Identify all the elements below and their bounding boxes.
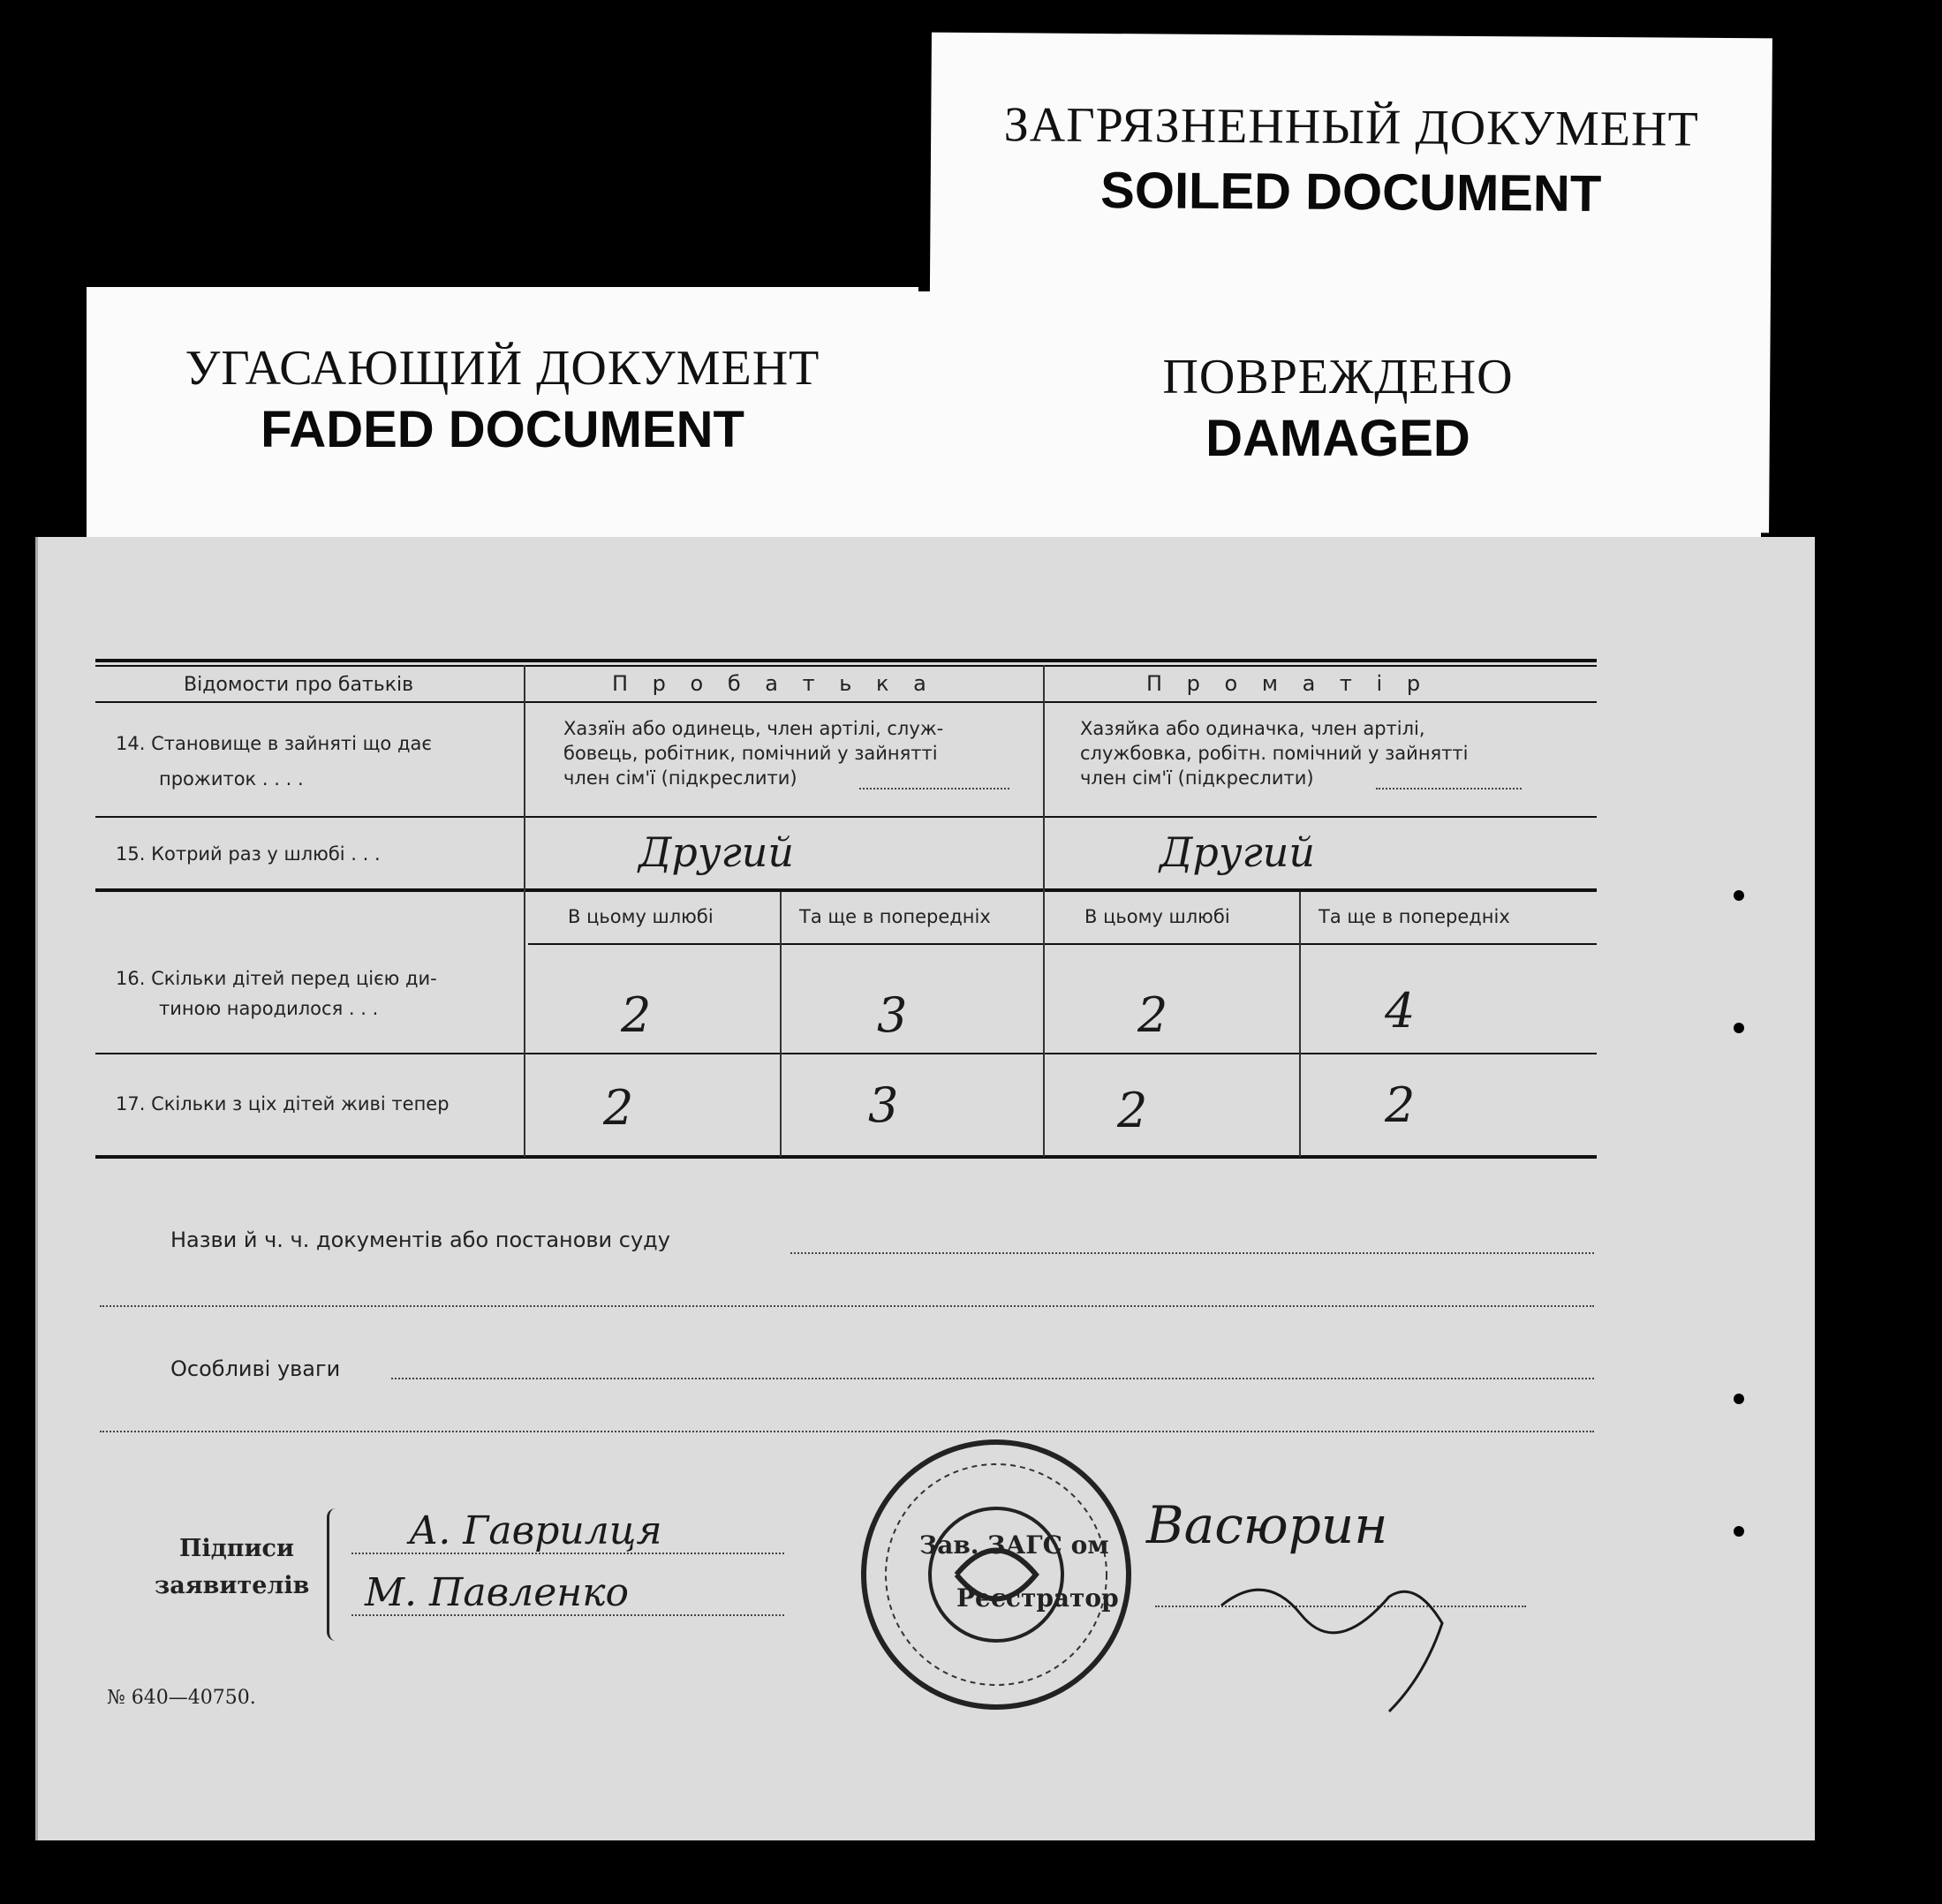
- row16-rule: [95, 1053, 1597, 1054]
- row14-rule: [95, 816, 1597, 818]
- sub-father-previous: Та ще в попередніх: [799, 906, 991, 927]
- row17-mother-this: 2: [1117, 1083, 1148, 1138]
- damaged-label-ru: ПОВРЕЖДЕНО: [1162, 350, 1514, 404]
- row15-label: 15. Котрий раз у шлюбі . . .: [116, 843, 381, 865]
- signature-line-2: [351, 1614, 784, 1616]
- registration-form-page: [35, 537, 1815, 1840]
- remarks-line-1: [391, 1378, 1594, 1379]
- row14-father-line3: член сім'ї (підкреслити): [563, 767, 797, 789]
- row14-father-line2: бовець, робітник, помічний у зайнятті: [563, 743, 938, 764]
- table-top-rule: [95, 659, 1597, 662]
- applicant-signature-1: А. Гаврилця: [409, 1508, 662, 1553]
- row16-mother-this: 2: [1137, 987, 1168, 1043]
- registrar-label: Реєстратор: [956, 1583, 1119, 1613]
- official-stamp: [850, 1429, 1142, 1720]
- signatures-label-line1: Підписи: [179, 1535, 295, 1562]
- header-mother: П р о м а т і р: [1146, 671, 1430, 696]
- row14-mother-dots: [1376, 788, 1522, 790]
- registrar-signature-scribble: [1213, 1544, 1495, 1720]
- header-rule: [95, 701, 1597, 703]
- row17-label: 17. Скільки з ціх дітей живі тепер: [116, 1093, 450, 1114]
- row14-mother-line3: член сім'ї (підкреслити): [1080, 767, 1314, 789]
- row16-mother-previous: 4: [1385, 983, 1416, 1039]
- row14-label-line2: прожиток . . . .: [159, 768, 304, 790]
- row14-father-dots: [859, 788, 1009, 790]
- soiled-label-en: SOILED DOCUMENT: [1099, 162, 1602, 223]
- signatures-brace: [327, 1508, 340, 1641]
- col-divider-left: [524, 665, 525, 1157]
- row16-father-previous: 3: [877, 987, 908, 1043]
- remarks-label: Особливі уваги: [170, 1356, 341, 1381]
- table-top-rule-thin: [95, 665, 1597, 667]
- documents-line-2: [100, 1305, 1594, 1307]
- row15-mother-value: Другий: [1160, 828, 1316, 876]
- form-number: № 640—40750.: [107, 1687, 256, 1709]
- row15-father-value: Другий: [639, 828, 795, 876]
- sub-father-this-marriage: В цьому шлюбі: [568, 906, 714, 927]
- faded-document-label: [87, 287, 918, 552]
- subheader-rule: [528, 943, 1597, 945]
- col-divider-mother: [1299, 892, 1301, 1157]
- sub-mother-previous: Та ще в попередніх: [1319, 906, 1510, 927]
- row14-mother-line1: Хазяйка або одиначка, член артілі,: [1080, 718, 1425, 739]
- header-father: П р о б а т ь к а: [612, 671, 935, 696]
- applicant-signature-2: М. Павленко: [365, 1570, 630, 1615]
- row16-father-this: 2: [621, 987, 652, 1043]
- soiled-label-ru: ЗАГРЯЗНЕННЫЙ ДОКУМЕНТ: [1003, 97, 1699, 157]
- row14-label-line1: 14. Становище в зайняті що дає: [116, 733, 432, 754]
- punch-hole: [1734, 1394, 1744, 1404]
- punch-hole: [1734, 1526, 1744, 1537]
- faded-label-en: FADED DOCUMENT: [261, 401, 744, 458]
- punch-hole: [1734, 890, 1744, 901]
- row14-mother-line2: службовка, робітн. помічний у зайнятті: [1080, 743, 1469, 764]
- signature-line-1: [351, 1553, 784, 1554]
- faded-label-ru: УГАСАЮЩИЙ ДОКУМЕНТ: [185, 341, 820, 396]
- header-parents-info: Відомости про батьків: [184, 674, 414, 696]
- damaged-document-label: [915, 291, 1761, 548]
- row17-father-this: 2: [603, 1080, 634, 1136]
- remarks-line-2: [100, 1431, 1594, 1432]
- row16-label-line1: 16. Скільки дітей перед цією ди-: [116, 968, 437, 989]
- head-signature: Васюрин: [1146, 1495, 1388, 1555]
- punch-hole: [1734, 1023, 1744, 1033]
- row16-label-line2: тиною народилося . . .: [159, 998, 379, 1019]
- row17-father-previous: 3: [868, 1077, 899, 1133]
- table-bottom-rule: [95, 1155, 1597, 1159]
- row17-mother-previous: 2: [1385, 1077, 1416, 1133]
- head-label: Зав. ЗАГС ом: [919, 1530, 1109, 1560]
- documents-label: Назви й ч. ч. документів або постанови суду: [170, 1228, 670, 1252]
- documents-line-1: [790, 1252, 1594, 1254]
- sub-mother-this-marriage: В цьому шлюбі: [1084, 906, 1230, 927]
- col-divider-mid: [1043, 665, 1045, 1157]
- col-divider-father: [780, 892, 782, 1157]
- row14-father-line1: Хазяїн або одинець, член артілі, служ-: [563, 718, 944, 739]
- row15-rule: [95, 888, 1597, 892]
- damaged-label-en: DAMAGED: [1205, 410, 1470, 467]
- signatures-label-line2: заявителів: [155, 1572, 310, 1599]
